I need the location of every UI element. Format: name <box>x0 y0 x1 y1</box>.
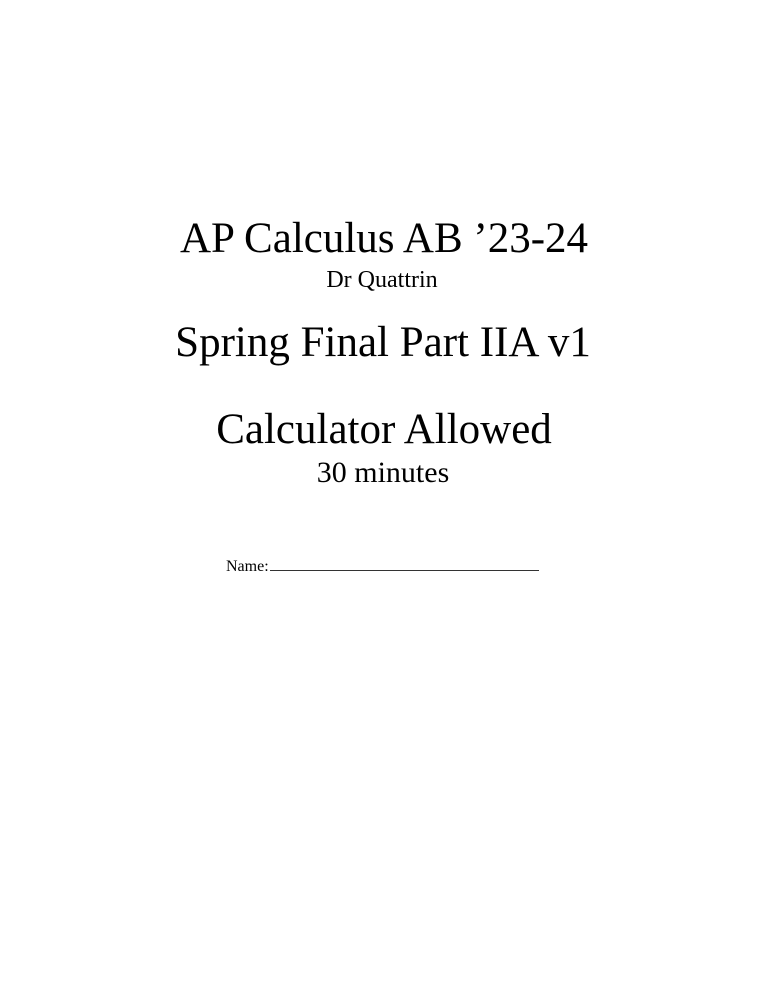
exam-subtitle: Spring Final Part IIA v1 <box>175 319 591 366</box>
teacher-name: Dr Quattrin <box>326 267 438 293</box>
time-limit: 30 minutes <box>316 456 450 489</box>
name-field <box>226 555 539 576</box>
calculator-note: Calculator Allowed <box>216 406 552 453</box>
name-label: Name: <box>226 558 269 575</box>
exam-title: AP Calculus AB ’23-24 <box>179 215 589 262</box>
name-blank-line[interactable] <box>270 555 539 571</box>
